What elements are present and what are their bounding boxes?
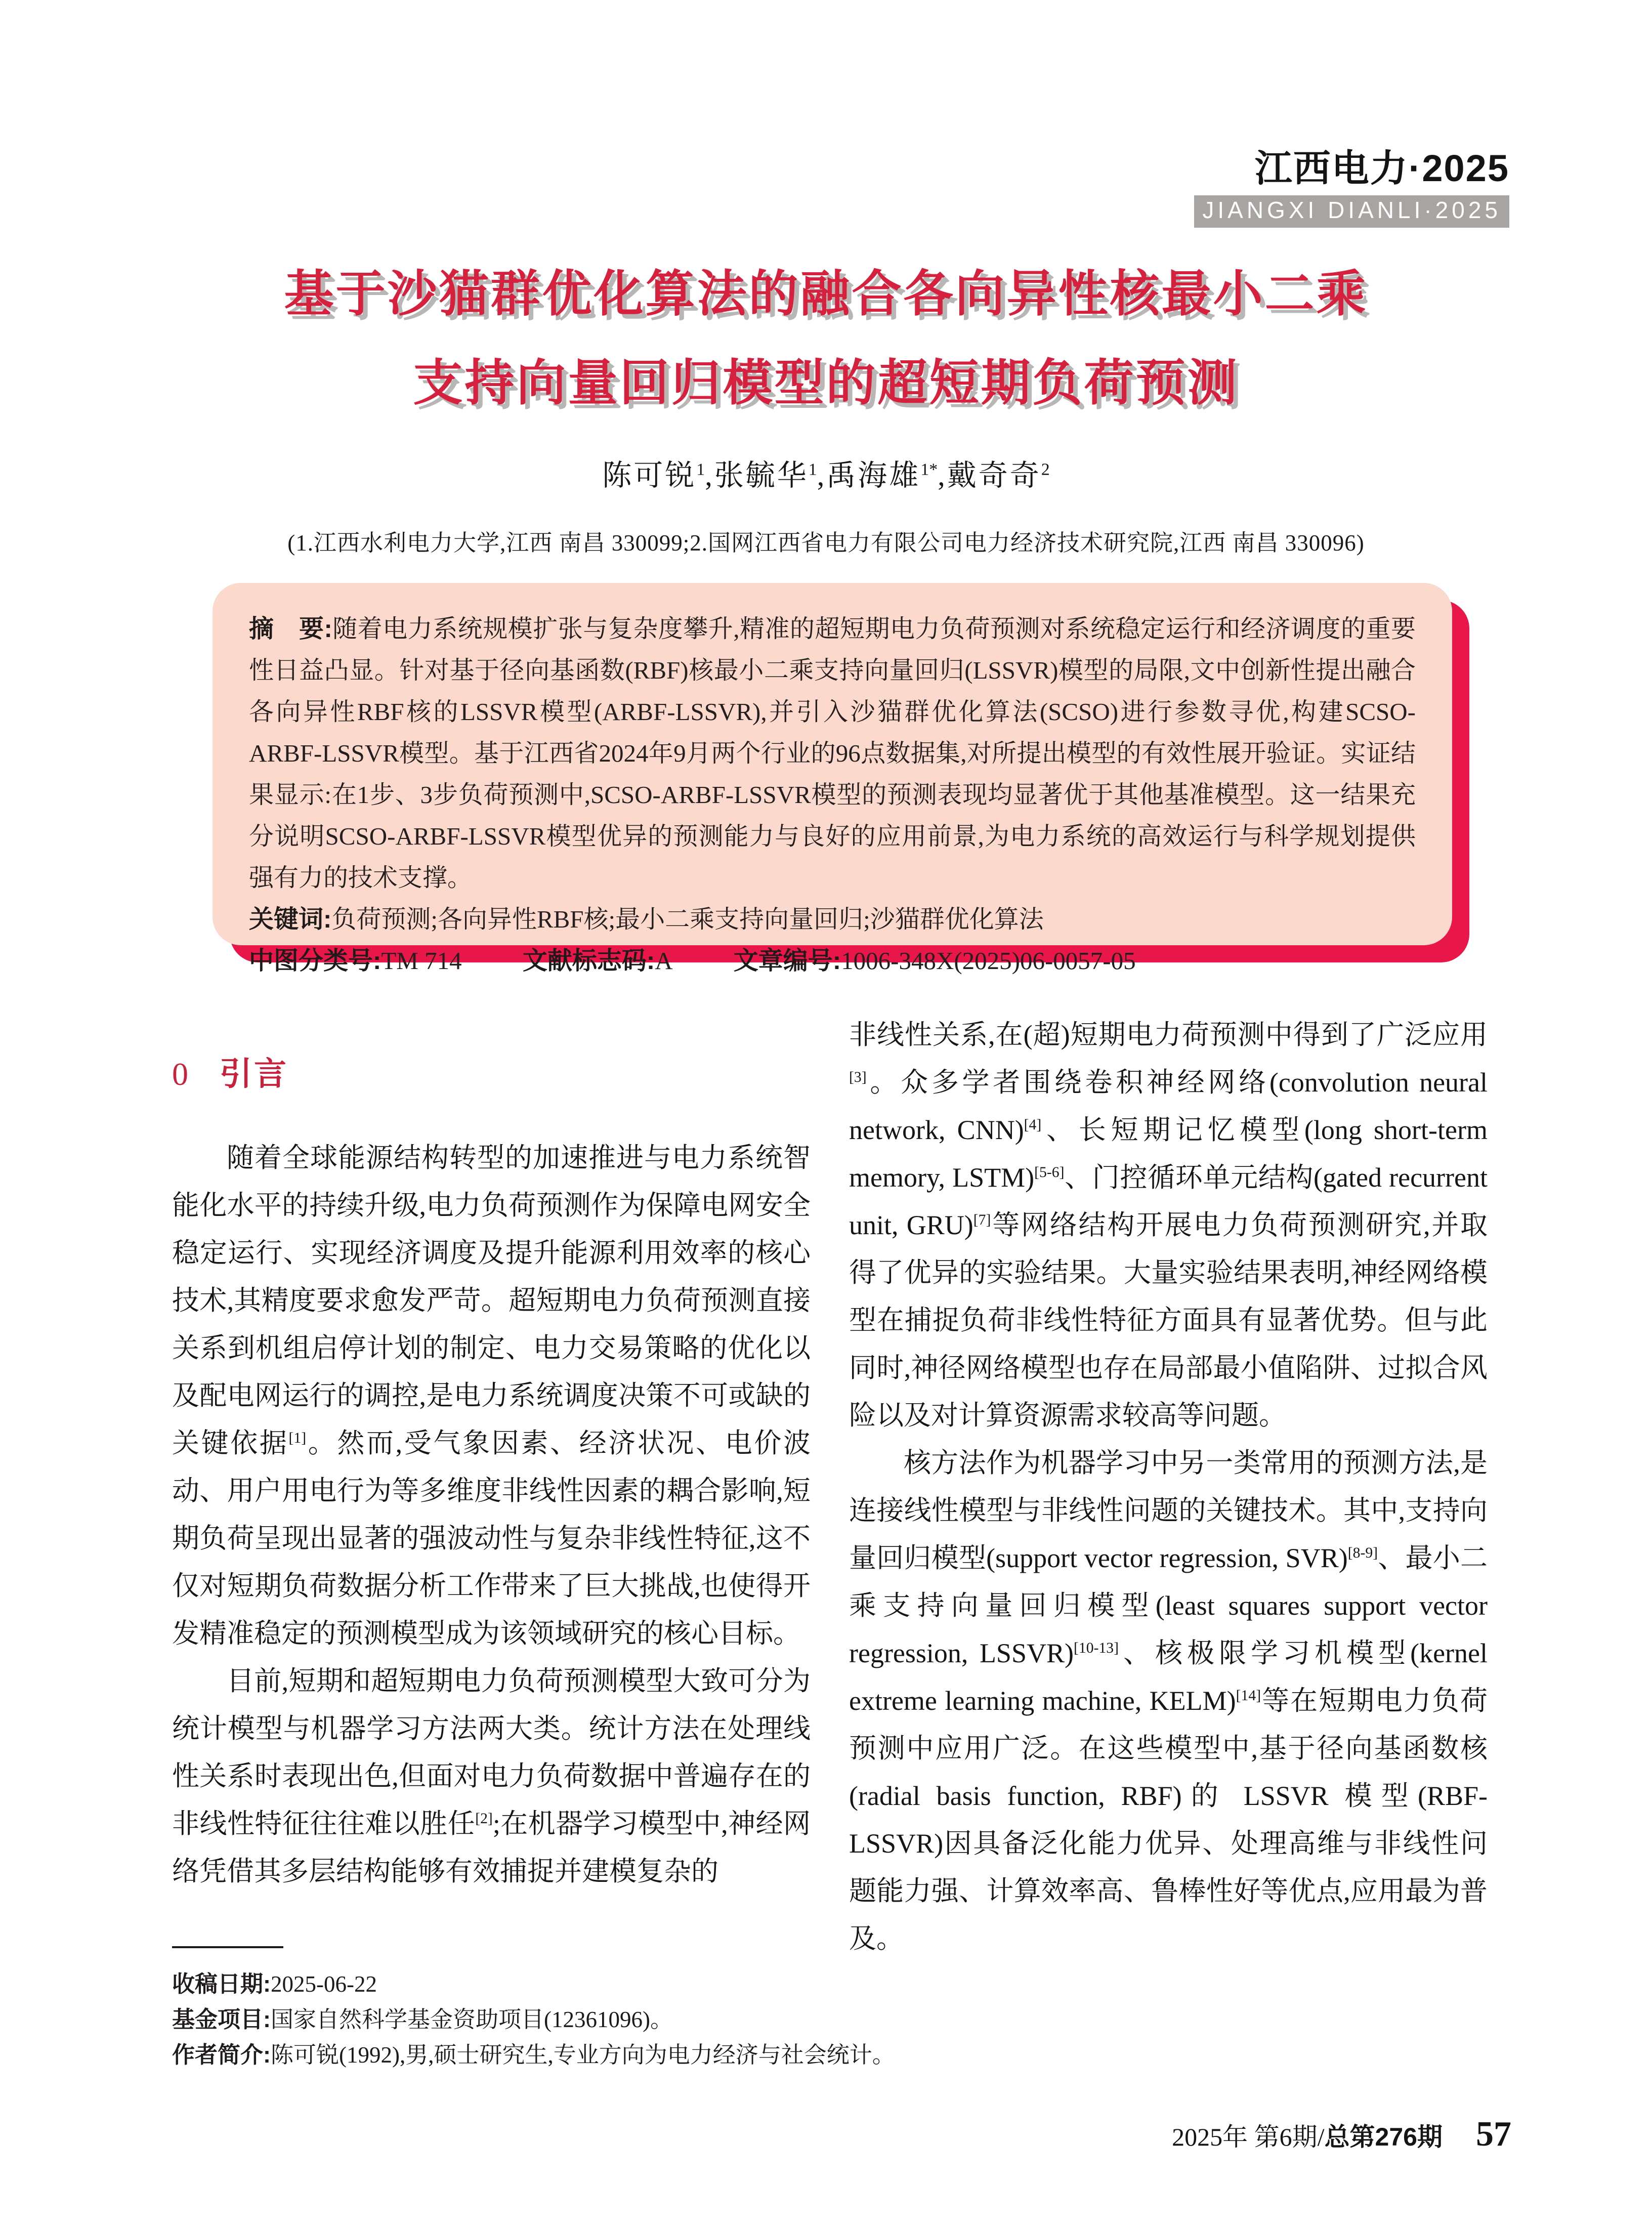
authors-line <box>0 451 1652 494</box>
body-paragraph: 目前,短期和超短期电力负荷预测模型大致可分为统计模型与机器学习方法两大类。统计方法在处理线性关系时表现出色,但面对电力负荷数据中普遍存在的非线性特征往往难以胜任[2];在机器学习模型中,神经网络凭借其多层结构能够有效捕捉并建模复杂的 <box>172 1666 811 1886</box>
author: 戴奇奇$^2$ <box>947 459 1050 492</box>
reference-marker: [8-9] <box>1347 1545 1378 1561</box>
funding-line <box>172 2002 961 2037</box>
journal-name-pinyin-badge: JIANGXI DIANLI·2025 <box>1194 195 1509 228</box>
section-number: 0 <box>172 1056 188 1092</box>
article-title-line-2: 支持向量回归模型的超短期负荷预测 <box>413 355 1239 410</box>
journal-name-chinese: 江西电力·2025 <box>1254 147 1509 189</box>
reference-marker: [14] <box>1236 1688 1261 1704</box>
doc-code-group <box>523 947 673 975</box>
page-footer <box>1172 2114 1511 2155</box>
abstract-box <box>213 583 1452 975</box>
clc-group <box>249 947 462 975</box>
article-title <box>0 249 1652 427</box>
received-date-label: 收稿日期: <box>172 1971 271 1997</box>
clc-value: TM 714 <box>381 947 462 975</box>
author: 陈可锐$^1$, <box>602 459 714 492</box>
issue-info-bold: 总第276期 <box>1324 2123 1443 2151</box>
author-bio-value: 陈可锐(1992),男,硕士研究生,专业方向为电力经济与社会统计。 <box>271 2042 895 2068</box>
page-number: 57 <box>1476 2115 1511 2154</box>
received-date-value: 2025-06-22 <box>271 1971 377 1997</box>
classification-line <box>249 940 1416 982</box>
body-column-right <box>849 1011 1488 1962</box>
funding-value: 国家自然科学基金资助项目(12361096)。 <box>271 2007 673 2032</box>
author-superscript: 1* <box>920 460 938 479</box>
abstract-paragraph <box>249 608 1416 899</box>
reference-marker: [5-6] <box>1034 1164 1065 1181</box>
received-date-line <box>172 1966 961 2002</box>
footnotes-block <box>172 1946 961 2073</box>
body-paragraph: 非线性关系,在(超)短期电力荷预测中得到了广泛应用[3]。众多学者围绕卷积神经网络(convolution neural network, CNN)[4]、长短期记忆模型(long short-term memory, LSTM)[5-6]、门控循环单元结构(gated recurrent unit, GRU)[7]等网络结构开展电力负荷预测研究,并取得了优异的实验结果。大量实验结果表明,神经网络模型在捕捉负荷非线性特征方面具有显著优势。但与此同时,神径网络模型也存在局部最小值陷阱、过拟合风险以及对计算资源需求较高等问题。 <box>849 1020 1488 1431</box>
article-id-value: 1006-348X(2025)06-0057-05 <box>841 947 1136 975</box>
author-superscript: 1 <box>808 460 817 479</box>
section-heading-introduction <box>172 1058 811 1090</box>
journal-masthead <box>1194 147 1509 228</box>
reference-marker: [1] <box>288 1430 307 1446</box>
body-column-left <box>172 1058 811 1895</box>
body-paragraph: 随着全球能源结构转型的加速推进与电力系统智能化水平的持续升级,电力负荷预测作为保障电网安全稳定运行、实现经济调度及提升能源利用效率的核心技术,其精度要求愈发严苛。超短期电力负荷预测直接关系到机组启停计划的制定、电力交易策略的优化以及配电网运行的调控,是电力系统调度决策不可或缺的关键依据[1]。然而,受气象因素、经济状况、电价波动、用户用电行为等多维度非线性因素的耦合影响,短期负荷呈现出显著的强波动性与复杂非线性特征,这不仅对短期负荷数据分析工作带来了巨大挑战,也使得开发精准稳定的预测模型成为该领域研究的核心目标。 <box>172 1143 811 1649</box>
clc-label: 中图分类号: <box>249 947 382 975</box>
section-title: 引言 <box>220 1056 288 1092</box>
reference-marker: [10-13] <box>1074 1640 1119 1656</box>
author-bio-label: 作者简介: <box>172 2042 271 2068</box>
reference-marker: [2] <box>475 1811 493 1827</box>
reference-marker: [4] <box>1024 1117 1042 1133</box>
doc-code-label: 文献标志码: <box>522 947 655 975</box>
keywords-label: 关键词: <box>249 906 332 933</box>
article-id-group <box>734 947 1136 975</box>
keywords-line <box>249 899 1416 940</box>
keywords-text: 负荷预测;各向异性RBF核;最小二乘支持向量回归;沙猫群优化算法 <box>331 905 1044 933</box>
funding-label: 基金项目: <box>172 2006 271 2032</box>
left-column-paragraphs <box>172 1134 811 1895</box>
body-paragraph: 核方法作为机器学习中另一类常用的预测方法,是连接线性模型与非线性问题的关键技术。其中,支持向量回归模型(support vector regression, SVR)[8-9]、最小二乘支持向量回归模型(least squares support vector regression, LSSVR)[10-13]、核极限学习机模型(kernel extreme learning machine, KELM)[14]等在短期电力负荷预测中应用广泛。在这些模型中,基于径向基函数核(radial basis function, RBF)的 LSSVR 模型(RBF-LSSVR)因具备泛化能力优异、处理高维与非线性问题能力强、计算效率高、鲁棒性好等优点,应用最为普及。 <box>849 1448 1488 1954</box>
right-column-paragraphs <box>849 1011 1488 1962</box>
author: 张毓华$^1$, <box>714 459 827 492</box>
issue-info: 2025年 第6期/ <box>1172 2123 1325 2151</box>
article-title-line-1: 基于沙猫群优化算法的融合各向异性核最小二乘 <box>284 266 1368 321</box>
abstract-label: 摘 要: <box>249 615 332 643</box>
abstract-text: 随着电力系统规模扩张与复杂度攀升,精准的超短期电力负荷预测对系统稳定运行和经济调度的重要性日益凸显。针对基于径向基函数(RBF)核最小二乘支持向量回归(LSSVR)模型的局限,文中创新性提出融合各向异性RBF核的LSSVR模型(ARBF-LSSVR),并引入沙猫群优化算法(SCSO)进行参数寻优,构建SCSO-ARBF-LSSVR模型。基于江西省2024年9月两个行业的96点数据集,对所提出模型的有效性展开验证。实证结果显示:在1步、3步负荷预测中,SCSO-ARBF-LSSVR模型的预测表现均显著优于其他基准模型。这一结果充分说明SCSO-ARBF-LSSVR模型优异的预测能力与良好的应用前景,为电力系统的高效运行与科学规划提供强有力的技术支撑。 <box>249 615 1416 892</box>
author-superscript: 1 <box>696 460 705 479</box>
author-bio-line <box>172 2037 961 2073</box>
footnote-separator-rule <box>172 1946 283 1948</box>
affiliation-line: (1.江西水利电力大学,江西 南昌 330099;2.国网江西省电力有限公司电力经济技术研究院,江西 南昌 330096) <box>287 530 1365 556</box>
doc-code-value: A <box>655 947 673 975</box>
article-id-label: 文章编号: <box>733 947 841 975</box>
author-superscript: 2 <box>1041 460 1050 479</box>
reference-marker: [7] <box>973 1212 991 1228</box>
reference-marker: [3] <box>849 1069 867 1085</box>
author: 禹海雄$^{1*}$, <box>826 459 947 492</box>
